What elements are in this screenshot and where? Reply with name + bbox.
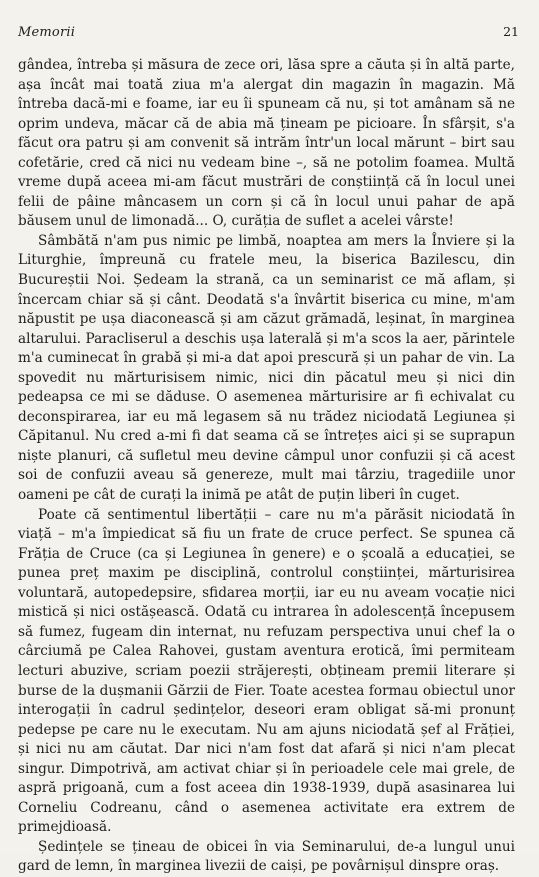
paragraph-1: gândea, întreba și măsura de zece ori, lăsa spre a căuta și în altă parte, așa încât mai toată ziua m'a alergat din magazin în magazin. Mă întreba dacă-mi e foame, iar eu îi spuneam că nu, și tot amânam să ne oprim undeva, măcar că de abia mă țineam pe picioare. În sfârșit, s'a făcut ora patru și am convenit să intrăm într'un local mărunt – birt sau cofetărie, cred că nici nu vedeam bine –, să ne potolim foamea. Multă vreme după aceea mi-am făcut mustrări de conștiință că în locul unei felii de pâine mâncasem un corn și că în locul unui pahar de apă băusem unul de limonadă... O, curăția de suflet a acelei vârste!: [18, 57, 515, 230]
running-head: Memorii: [18, 25, 76, 40]
page-header: [18, 24, 519, 42]
paragraph-2: Sâmbătă n'am pus nimic pe limbă, noaptea am mers la Înviere și la Liturghie, împreună cu fratele meu, la biserica Bazilescu, din Bucureștii Noi. Ședeam la strană, ca un seminarist ce mă aflam, și încercam chiar să și cânt. Deodată s'a învârtit biserica cu mine, m'am năpustit pe ușa diaconească și am căzut grămadă, leșinat, în marginea altarului. Paracliserul a deschis ușa laterală și m'a scos la aer, părintele m'a cuminecat în grabă și mi-a dat apoi prescură și un pahar de vin. La spovedit nu mărturisisem nimic, nici din păcatul meu și nici din pedeapsa ce mi se dăduse. O asemenea mărturisire ar fi echivalat cu deconspirarea, iar eu mă legasem să nu trădez niciodată Legiunea și Căpitanul. Nu cred a-mi fi dat seama că se întrețes aici și se suprapun niște planuri, că sufletul meu devine câmpul unor confuzii și că acest soi de confuzii aveau să genereze, mult mai târziu, tragediile unor oameni pe cât de curați la inimă pe atât de puțin liberi în cuget.: [18, 232, 515, 504]
paragraph-3: Poate că sentimentul libertății – care nu m'a părăsit niciodată în viață – m'a împiedicat să fiu un frate de cruce perfect. Se spunea că Frăția de Cruce (ca și Legiunea în genere) e o școală a educației, se punea preț maxim pe disciplină, controlul conștiinței, mărturisirea voluntară, autopedepsire, sfidarea morții, iar eu nu aveam vocație nici mistică și nici ostășească. Odată cu intrarea în adolescență începusem să fumez, fugeam din internat, nu refuzam perspectiva unui chef la o cârciumă pe Calea Rahovei, gustam aventura erotică, îmi permiteam lecturi abuzive, scriam poezii străjerești, obțineam premii literare și burse de la dușmanii Gărzii de Fier. Toate acestea formau obiectul unor interogații în cadrul ședințelor, deseori eram obligat să-mi pronunț pedepse pe care nu le executam. Nu am ajuns niciodată șef al Frăției, și nici nu am căutat. Dar nici n'am fost dat afară și nici n'am plecat singur. Dimpotrivă, am activat chiar și în perioadele cele mai grele, de aspră prigoană, cum a fost aceea din 1938-1939, după asasinarea lui Corneliu Codreanu, când o asemenea activitate era extrem de primejdioasă.: [18, 506, 515, 836]
page-body: [18, 56, 515, 877]
page-number: 21: [503, 24, 519, 39]
paragraph-4: Ședințele se țineau de obicei în via Seminarului, de-a lungul unui gard de lemn, în marginea livezii de caiși, pe povârnișul dinspre oraș.: [18, 838, 515, 875]
